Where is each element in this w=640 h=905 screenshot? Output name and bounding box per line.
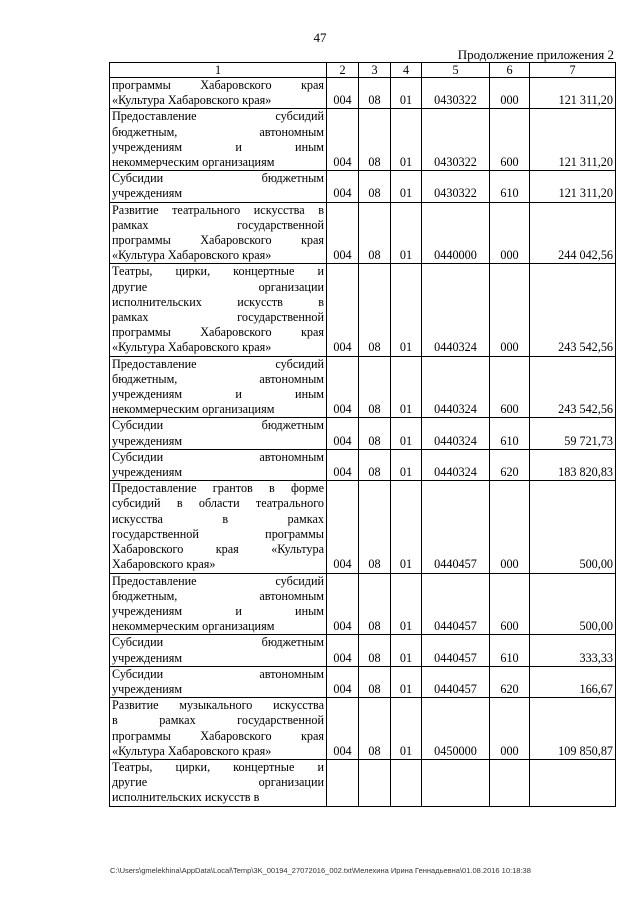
table-row — [110, 666, 616, 697]
subsection-code-cell: 01 — [391, 264, 422, 356]
item-name-cell — [110, 481, 327, 573]
item-name-line: учреждениям — [112, 186, 183, 201]
item-name-line: государственной программы — [112, 526, 324, 541]
expense-type-cell: 600 — [490, 109, 530, 171]
expense-type-cell: 000 — [490, 202, 530, 264]
ministry-code-cell: 004 — [327, 171, 359, 202]
amount-cell: 121 311,20 — [530, 171, 616, 202]
section-code-cell: 08 — [359, 698, 391, 760]
item-name-cell — [110, 264, 327, 356]
item-name-line: Развитие театрального искусства в — [112, 202, 324, 217]
item-name-cell — [110, 759, 327, 806]
target-article-cell: 0440324 — [422, 449, 490, 480]
ministry-code-cell: 004 — [327, 666, 359, 697]
item-name-line: «Культура Хабаровского края» — [112, 340, 272, 355]
item-name-line: Субсидии бюджетным — [112, 635, 324, 650]
item-name-line: бюджетным, автономным — [112, 371, 324, 386]
section-code-cell: 08 — [359, 78, 391, 109]
item-name-line: учреждениям — [112, 465, 183, 480]
column-header: 7 — [530, 63, 616, 78]
ministry-code-cell: 004 — [327, 264, 359, 356]
item-name-line: субсидий в области театрального — [112, 496, 324, 511]
subsection-code-cell: 01 — [391, 202, 422, 264]
table-row — [110, 635, 616, 666]
item-name-line: некоммерческим организациям — [112, 619, 275, 634]
ministry-code-cell: 004 — [327, 78, 359, 109]
target-article-cell: 0440457 — [422, 635, 490, 666]
target-article-cell: 0440324 — [422, 356, 490, 418]
target-article-cell: 0440324 — [422, 264, 490, 356]
amount-cell: 244 042,56 — [530, 202, 616, 264]
item-name-line: Предоставление субсидий — [112, 573, 324, 588]
header-row — [110, 63, 616, 78]
section-code-cell: 08 — [359, 635, 391, 666]
amount-cell: 333,33 — [530, 635, 616, 666]
item-name-line: Хабаровского края «Культура — [112, 542, 324, 557]
item-name-line: учреждениям — [112, 650, 183, 665]
ministry-code-cell: 004 — [327, 449, 359, 480]
expense-type-cell: 000 — [490, 78, 530, 109]
item-name-line: бюджетным, автономным — [112, 124, 324, 139]
section-code-cell: 08 — [359, 356, 391, 418]
subsection-code-cell: 01 — [391, 481, 422, 573]
item-name-line: Предоставление грантов в форме — [112, 481, 324, 496]
section-code-cell: 08 — [359, 202, 391, 264]
subsection-code-cell: 01 — [391, 78, 422, 109]
target-article-cell — [422, 759, 490, 806]
table-row — [110, 78, 616, 109]
ministry-code-cell: 004 — [327, 481, 359, 573]
table-row — [110, 202, 616, 264]
amount-cell: 121 311,20 — [530, 78, 616, 109]
expense-type-cell: 600 — [490, 573, 530, 635]
target-article-cell: 0440457 — [422, 573, 490, 635]
item-name-line: в рамках государственной — [112, 713, 324, 728]
item-name-line: Субсидии бюджетным — [112, 171, 324, 186]
table-row — [110, 109, 616, 171]
amount-cell: 243 542,56 — [530, 264, 616, 356]
amount-cell: 500,00 — [530, 573, 616, 635]
item-name-line: другие организации — [112, 775, 324, 790]
page-number: 47 — [313, 30, 327, 45]
ministry-code-cell: 004 — [327, 698, 359, 760]
target-article-cell: 0440457 — [422, 666, 490, 697]
table-row — [110, 481, 616, 573]
item-name-line: учреждениям — [112, 681, 183, 696]
amount-cell — [530, 759, 616, 806]
item-name-line: Хабаровского края» — [112, 557, 216, 572]
item-name-line: программы Хабаровского края — [112, 728, 324, 743]
item-name-line: Субсидии автономным — [112, 666, 324, 681]
item-name-cell — [110, 78, 327, 109]
ministry-code-cell: 004 — [327, 418, 359, 449]
budget-table — [109, 62, 616, 807]
amount-cell: 166,67 — [530, 666, 616, 697]
subsection-code-cell — [391, 759, 422, 806]
item-name-line: программы Хабаровского края — [112, 233, 324, 248]
ministry-code-cell: 004 — [327, 356, 359, 418]
expense-type-cell: 620 — [490, 666, 530, 697]
amount-cell: 109 850,87 — [530, 698, 616, 760]
item-name-cell — [110, 109, 327, 171]
subsection-code-cell: 01 — [391, 698, 422, 760]
amount-cell: 500,00 — [530, 481, 616, 573]
section-code-cell — [359, 759, 391, 806]
ministry-code-cell: 004 — [327, 635, 359, 666]
item-name-line: учреждениям и иным — [112, 603, 324, 618]
item-name-cell — [110, 418, 327, 449]
item-name-line: рамках государственной — [112, 217, 324, 232]
table-row — [110, 171, 616, 202]
table-row — [110, 449, 616, 480]
item-name-line: бюджетным, автономным — [112, 588, 324, 603]
expense-type-cell: 610 — [490, 418, 530, 449]
item-name-line: Предоставление субсидий — [112, 356, 324, 371]
column-header: 1 — [110, 63, 327, 78]
target-article-cell: 0440324 — [422, 418, 490, 449]
item-name-cell — [110, 698, 327, 760]
expense-type-cell: 620 — [490, 449, 530, 480]
amount-cell: 183 820,83 — [530, 449, 616, 480]
item-name-line: Субсидии бюджетным — [112, 418, 324, 433]
item-name-cell — [110, 573, 327, 635]
ministry-code-cell — [327, 759, 359, 806]
item-name-line: рамках государственной — [112, 310, 324, 325]
section-code-cell: 08 — [359, 418, 391, 449]
ministry-code-cell: 004 — [327, 573, 359, 635]
column-header: 4 — [391, 63, 422, 78]
item-name-line: Театры, цирки, концертные и — [112, 264, 324, 279]
item-name-line: учреждениям и иным — [112, 139, 324, 154]
table-row — [110, 356, 616, 418]
expense-type-cell: 610 — [490, 171, 530, 202]
section-code-cell: 08 — [359, 481, 391, 573]
item-name-cell — [110, 666, 327, 697]
subsection-code-cell: 01 — [391, 666, 422, 697]
file-path-footer: C:\Users\gmelekhina\AppData\Local\Temp\3K_00194_27072016_002.txt\Мелехина Ирина Геннадьевна\01.08.2016 10:18:38 — [110, 866, 531, 875]
table-row — [110, 759, 616, 806]
item-name-line: исполнительских искусств в — [112, 294, 324, 309]
item-name-line: учреждениям — [112, 433, 183, 448]
item-name-line: Субсидии автономным — [112, 449, 324, 464]
item-name-line: другие организации — [112, 279, 324, 294]
amount-cell: 59 721,73 — [530, 418, 616, 449]
expense-type-cell — [490, 759, 530, 806]
amount-cell: 243 542,56 — [530, 356, 616, 418]
subsection-code-cell: 01 — [391, 418, 422, 449]
item-name-cell — [110, 635, 327, 666]
target-article-cell: 0440457 — [422, 481, 490, 573]
item-name-line: учреждениям и иным — [112, 387, 324, 402]
column-header: 2 — [327, 63, 359, 78]
subsection-code-cell: 01 — [391, 573, 422, 635]
table-row — [110, 264, 616, 356]
table-row — [110, 573, 616, 635]
item-name-cell — [110, 356, 327, 418]
item-name-line: «Культура Хабаровского края» — [112, 248, 272, 263]
item-name-line: Развитие музыкального искусства — [112, 698, 324, 713]
table-row — [110, 698, 616, 760]
section-code-cell: 08 — [359, 171, 391, 202]
target-article-cell: 0440000 — [422, 202, 490, 264]
item-name-line: искусства в рамках — [112, 511, 324, 526]
target-article-cell: 0450000 — [422, 698, 490, 760]
section-code-cell: 08 — [359, 449, 391, 480]
item-name-line: исполнительских искусств в — [112, 790, 260, 805]
target-article-cell: 0430322 — [422, 171, 490, 202]
subsection-code-cell: 01 — [391, 109, 422, 171]
subsection-code-cell: 01 — [391, 635, 422, 666]
target-article-cell: 0430322 — [422, 109, 490, 171]
expense-type-cell: 000 — [490, 481, 530, 573]
amount-cell: 121 311,20 — [530, 109, 616, 171]
item-name-line: «Культура Хабаровского края» — [112, 93, 272, 108]
expense-type-cell: 000 — [490, 264, 530, 356]
expense-type-cell: 610 — [490, 635, 530, 666]
item-name-line: некоммерческим организациям — [112, 155, 275, 170]
expense-type-cell: 000 — [490, 698, 530, 760]
item-name-cell — [110, 449, 327, 480]
section-code-cell: 08 — [359, 109, 391, 171]
column-header: 6 — [490, 63, 530, 78]
ministry-code-cell: 004 — [327, 109, 359, 171]
subsection-code-cell: 01 — [391, 356, 422, 418]
section-code-cell: 08 — [359, 573, 391, 635]
item-name-line: «Культура Хабаровского края» — [112, 743, 272, 758]
item-name-cell — [110, 202, 327, 264]
item-name-line: программы Хабаровского края — [112, 325, 324, 340]
subsection-code-cell: 01 — [391, 171, 422, 202]
column-header: 5 — [422, 63, 490, 78]
target-article-cell: 0430322 — [422, 78, 490, 109]
item-name-line: Предоставление субсидий — [112, 109, 324, 124]
expense-type-cell: 600 — [490, 356, 530, 418]
section-code-cell: 08 — [359, 666, 391, 697]
subsection-code-cell: 01 — [391, 449, 422, 480]
section-code-cell: 08 — [359, 264, 391, 356]
item-name-line: Театры, цирки, концертные и — [112, 759, 324, 774]
item-name-line: некоммерческим организациям — [112, 402, 275, 417]
continuation-label: Продолжение приложения 2 — [457, 47, 614, 62]
item-name-line: программы Хабаровского края — [112, 78, 324, 92]
item-name-cell — [110, 171, 327, 202]
table-row — [110, 418, 616, 449]
column-header: 3 — [359, 63, 391, 78]
ministry-code-cell: 004 — [327, 202, 359, 264]
